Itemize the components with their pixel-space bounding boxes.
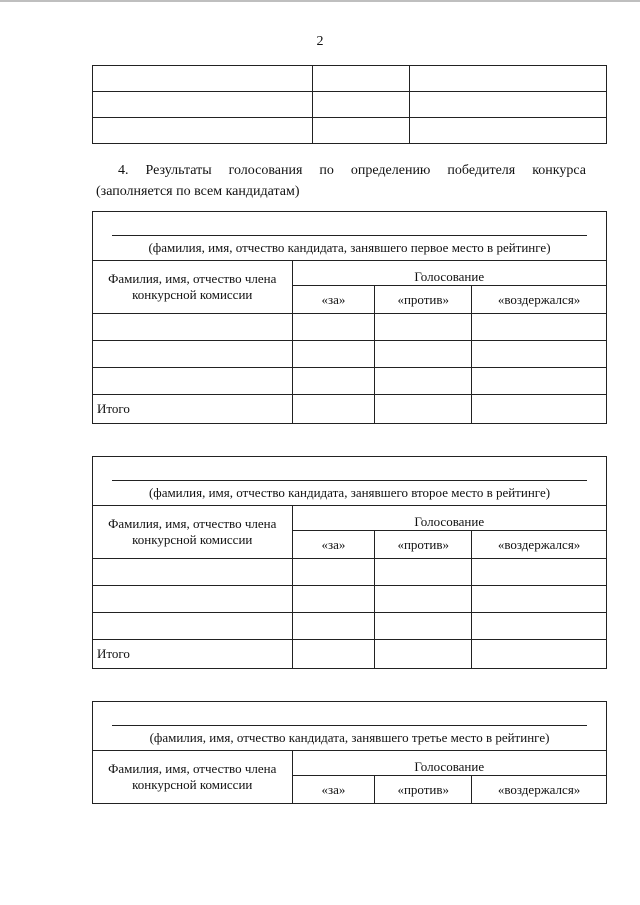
section-heading-line-2: (заполняется по всем кандидатам) [96, 184, 300, 199]
candidate-name-line [112, 725, 587, 726]
voting-table-third-place [92, 701, 607, 804]
vote-against-header: «против» [375, 776, 472, 804]
table-row [93, 118, 607, 144]
candidate-name-line [112, 235, 587, 236]
section-heading [96, 160, 586, 202]
page-top-edge [0, 0, 640, 2]
table-row [93, 586, 607, 613]
table-row [93, 66, 607, 92]
vote-for-header: «за» [292, 776, 375, 804]
candidate-caption: (фамилия, имя, отчество кандидата, занявшего второе место в рейтинге) [148, 485, 551, 500]
voting-table-first-place [92, 211, 607, 424]
table-row [93, 341, 607, 368]
candidate-name-line [112, 480, 587, 481]
vote-for-header: «за» [292, 531, 375, 559]
voting-table-second-place [92, 456, 607, 669]
voting-header: Голосование [292, 261, 606, 286]
table-row [93, 368, 607, 395]
candidate-caption: (фамилия, имя, отчество кандидата, занявшего первое место в рейтинге) [148, 240, 551, 255]
page-number: 2 [316, 34, 324, 49]
voting-header: Голосование [292, 751, 606, 776]
table-row [93, 613, 607, 640]
vote-against-header: «против» [375, 531, 472, 559]
vote-abstain-header: «воздержался» [472, 286, 607, 314]
candidate-name-field[interactable] [93, 212, 607, 261]
member-column-header: Фамилия, имя, отчество члена конкурсной комиссии [93, 751, 293, 804]
continued-table [92, 65, 607, 144]
table-row [93, 559, 607, 586]
member-column-header: Фамилия, имя, отчество члена конкурсной комиссии [93, 506, 293, 559]
total-label: Итого [93, 640, 293, 669]
member-column-header: Фамилия, имя, отчество члена конкурсной комиссии [93, 261, 293, 314]
candidate-name-field[interactable] [93, 457, 607, 506]
vote-abstain-header: «воздержался» [472, 531, 607, 559]
candidate-caption: (фамилия, имя, отчество кандидата, занявшего третье место в рейтинге) [149, 730, 550, 745]
voting-header: Голосование [292, 506, 606, 531]
table-row [93, 314, 607, 341]
total-row [93, 395, 607, 424]
total-row [93, 640, 607, 669]
candidate-name-field[interactable] [93, 702, 607, 751]
total-label: Итого [93, 395, 293, 424]
vote-against-header: «против» [375, 286, 472, 314]
section-heading-line-1: 4. Результаты голосования по определению победителя конкурса [118, 163, 586, 178]
table-row [93, 92, 607, 118]
vote-for-header: «за» [292, 286, 375, 314]
vote-abstain-header: «воздержался» [472, 776, 607, 804]
